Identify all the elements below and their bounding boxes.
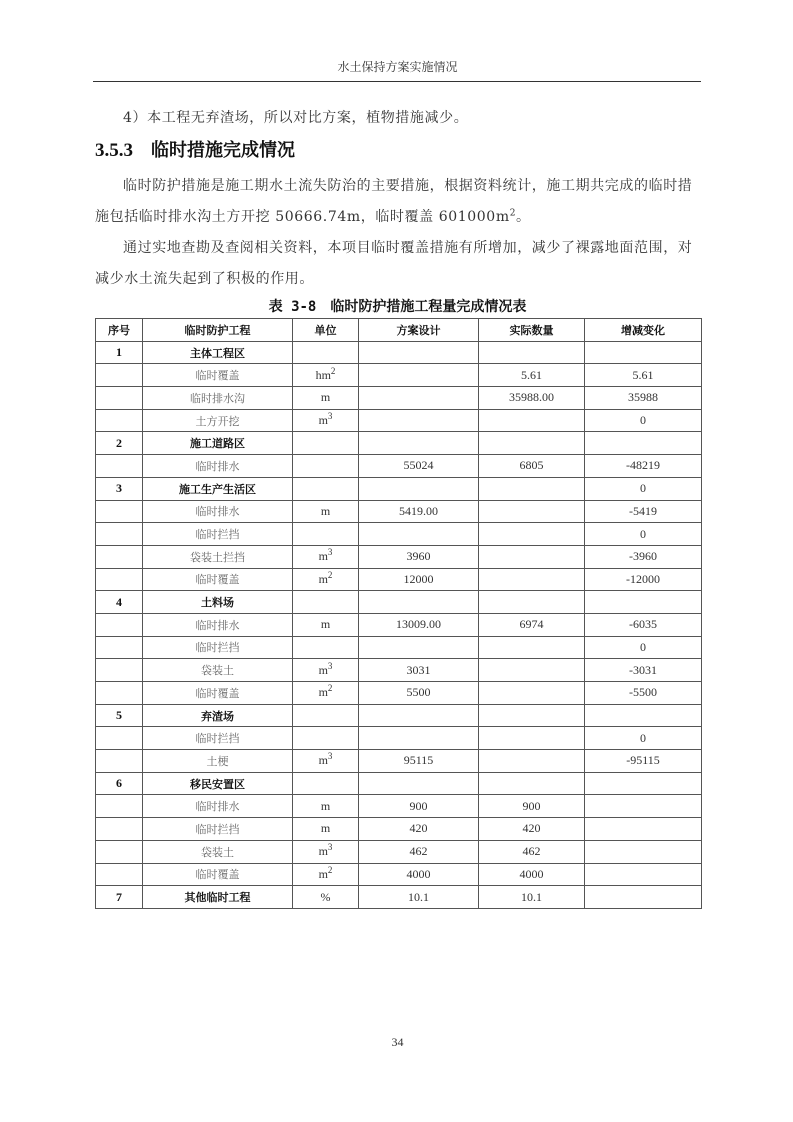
cell-unit <box>293 840 359 863</box>
cell-change: -5419 <box>585 500 702 523</box>
table-row <box>96 455 702 478</box>
cell-seq <box>96 523 143 546</box>
cell-measure: 临时排水沟 <box>143 387 293 410</box>
cell-measure: 袋装土 <box>143 840 293 863</box>
table-caption-title: 临时防护措施工程量完成情况表 <box>330 299 527 315</box>
cell-measure: 临时排水 <box>143 613 293 636</box>
table-row <box>96 659 702 682</box>
cell-change: -3960 <box>585 545 702 568</box>
paragraph-2-superscript: 2 <box>509 208 517 219</box>
cell-change: -95115 <box>585 750 702 773</box>
cell-seq <box>96 387 143 410</box>
cell-actual: 6974 <box>479 613 585 636</box>
cell-measure: 袋装土 <box>143 659 293 682</box>
cell-unit <box>293 659 359 682</box>
cell-actual: 5.61 <box>479 364 585 387</box>
cell-seq <box>96 750 143 773</box>
cell-actual <box>479 432 585 455</box>
cell-measure: 施工道路区 <box>143 432 293 455</box>
unit-text: hm <box>315 367 331 382</box>
cell-change <box>585 818 702 841</box>
section-title: 临时措施完成情况 <box>151 140 295 161</box>
cell-measure: 土梗 <box>143 750 293 773</box>
table-section-row <box>96 477 702 500</box>
paragraph-3: 通过实地查勘及查阅相关资料，本项目临时覆盖措施有所增加，减少了裸露地面范围，对减少水土流失起到了积极的作用。 <box>95 240 693 287</box>
cell-measure: 其他临时工程 <box>143 886 293 909</box>
cell-actual: 462 <box>479 840 585 863</box>
cell-unit <box>293 795 359 818</box>
header-unit: 单位 <box>293 319 359 342</box>
cell-design: 3960 <box>359 545 479 568</box>
cell-actual <box>479 591 585 614</box>
cell-change: -12000 <box>585 568 702 591</box>
cell-actual: 420 <box>479 818 585 841</box>
cell-design <box>359 727 479 750</box>
paragraph-2-end: 。 <box>516 209 531 225</box>
table-row <box>96 636 702 659</box>
cell-unit <box>293 682 359 705</box>
cell-actual <box>479 545 585 568</box>
cell-actual: 4000 <box>479 863 585 886</box>
cell-actual <box>479 568 585 591</box>
cell-measure: 移民安置区 <box>143 772 293 795</box>
cell-measure: 主体工程区 <box>143 341 293 364</box>
cell-design <box>359 772 479 795</box>
cell-actual: 900 <box>479 795 585 818</box>
cell-design: 900 <box>359 795 479 818</box>
cell-seq <box>96 636 143 659</box>
cell-seq <box>96 659 143 682</box>
cell-actual <box>479 341 585 364</box>
table-row <box>96 387 702 410</box>
cell-measure: 施工生产生活区 <box>143 477 293 500</box>
unit-superscript: 3 <box>327 751 333 762</box>
cell-design <box>359 387 479 410</box>
table-row <box>96 523 702 546</box>
cell-measure: 临时排水 <box>143 795 293 818</box>
unit-text: m <box>320 821 331 836</box>
cell-change: -6035 <box>585 613 702 636</box>
cell-design: 10.1 <box>359 886 479 909</box>
cell-design <box>359 477 479 500</box>
cell-seq: 1 <box>96 341 143 364</box>
table-row <box>96 409 702 432</box>
table-section-row <box>96 772 702 795</box>
cell-change <box>585 886 702 909</box>
cell-change: -48219 <box>585 455 702 478</box>
cell-design <box>359 364 479 387</box>
unit-superscript: 3 <box>327 660 333 671</box>
cell-measure: 临时拦挡 <box>143 636 293 659</box>
cell-measure: 临时排水 <box>143 455 293 478</box>
cell-unit <box>293 477 359 500</box>
header-change: 增减变化 <box>585 319 702 342</box>
header-actual: 实际数量 <box>479 319 585 342</box>
paragraph-2-text: 临时防护措施是施工期水土流失防治的主要措施，根据资料统计，施工期共完成的临时措施包括临时排水沟土方开挖 50666.74m，临时覆盖 601000m <box>95 178 693 225</box>
cell-change <box>585 704 702 727</box>
cell-measure: 临时拦挡 <box>143 727 293 750</box>
table-row <box>96 840 702 863</box>
cell-actual <box>479 659 585 682</box>
cell-unit <box>293 432 359 455</box>
cell-design <box>359 409 479 432</box>
measures-table <box>95 318 702 909</box>
cell-unit <box>293 886 359 909</box>
cell-actual <box>479 409 585 432</box>
cell-change <box>585 772 702 795</box>
cell-design: 55024 <box>359 455 479 478</box>
table-caption <box>95 296 700 316</box>
cell-unit <box>293 636 359 659</box>
page-number: 34 <box>391 1035 404 1049</box>
cell-seq <box>96 863 143 886</box>
cell-seq <box>96 409 143 432</box>
cell-change <box>585 341 702 364</box>
cell-unit <box>293 727 359 750</box>
table-section-row <box>96 591 702 614</box>
cell-design <box>359 704 479 727</box>
cell-seq <box>96 795 143 818</box>
cell-unit <box>293 568 359 591</box>
cell-seq: 5 <box>96 704 143 727</box>
cell-measure: 临时覆盖 <box>143 682 293 705</box>
cell-change: -3031 <box>585 659 702 682</box>
cell-actual <box>479 704 585 727</box>
header-design: 方案设计 <box>359 319 479 342</box>
cell-change: 35988 <box>585 387 702 410</box>
header-seq: 序号 <box>96 319 143 342</box>
paragraph-2 <box>95 171 701 233</box>
cell-design: 12000 <box>359 568 479 591</box>
cell-measure: 临时覆盖 <box>143 863 293 886</box>
table-section-row <box>96 886 702 909</box>
cell-measure: 弃渣场 <box>143 704 293 727</box>
unit-text: m <box>318 844 328 859</box>
cell-design: 4000 <box>359 863 479 886</box>
cell-actual: 10.1 <box>479 886 585 909</box>
table-section-row <box>96 432 702 455</box>
cell-design <box>359 636 479 659</box>
unit-text: m <box>318 685 328 700</box>
cell-actual <box>479 682 585 705</box>
cell-change <box>585 432 702 455</box>
cell-change <box>585 840 702 863</box>
cell-change: 0 <box>585 409 702 432</box>
cell-measure: 土料场 <box>143 591 293 614</box>
cell-design: 420 <box>359 818 479 841</box>
cell-design: 3031 <box>359 659 479 682</box>
cell-unit <box>293 818 359 841</box>
cell-seq <box>96 727 143 750</box>
cell-unit <box>293 613 359 636</box>
cell-design: 5419.00 <box>359 500 479 523</box>
cell-seq <box>96 545 143 568</box>
cell-change <box>585 795 702 818</box>
cell-measure: 临时排水 <box>143 500 293 523</box>
cell-change: 0 <box>585 636 702 659</box>
cell-design <box>359 432 479 455</box>
cell-actual: 35988.00 <box>479 387 585 410</box>
cell-measure: 土方开挖 <box>143 409 293 432</box>
unit-text: m <box>318 753 328 768</box>
unit-text: m <box>320 503 331 518</box>
table-row <box>96 727 702 750</box>
unit-superscript: 2 <box>327 683 333 694</box>
table-header-row <box>96 319 702 342</box>
cell-actual <box>479 477 585 500</box>
table-section-row <box>96 341 702 364</box>
table-row <box>96 795 702 818</box>
page-header: 水土保持方案实施情况 <box>337 60 458 74</box>
section-number: 3.5.3 <box>95 140 133 161</box>
cell-unit <box>293 545 359 568</box>
unit-text: m <box>318 549 328 564</box>
cell-design: 95115 <box>359 750 479 773</box>
table-caption-number: 表 3-8 <box>268 299 317 315</box>
cell-unit <box>293 591 359 614</box>
unit-superscript: 2 <box>330 365 336 376</box>
cell-unit <box>293 500 359 523</box>
unit-superscript: 3 <box>327 411 333 422</box>
cell-actual <box>479 750 585 773</box>
cell-unit <box>293 772 359 795</box>
table-row <box>96 500 702 523</box>
table-row <box>96 682 702 705</box>
cell-actual: 6805 <box>479 455 585 478</box>
cell-unit <box>293 523 359 546</box>
unit-text: m <box>318 662 328 677</box>
cell-actual <box>479 500 585 523</box>
cell-actual <box>479 727 585 750</box>
cell-seq <box>96 364 143 387</box>
cell-change: 0 <box>585 727 702 750</box>
cell-seq: 4 <box>96 591 143 614</box>
cell-measure: 临时覆盖 <box>143 364 293 387</box>
cell-unit <box>293 704 359 727</box>
section-heading <box>95 136 295 162</box>
cell-seq: 7 <box>96 886 143 909</box>
cell-design: 13009.00 <box>359 613 479 636</box>
cell-seq <box>96 613 143 636</box>
cell-unit <box>293 341 359 364</box>
table-row <box>96 818 702 841</box>
cell-unit <box>293 863 359 886</box>
unit-superscript: 3 <box>327 547 333 558</box>
unit-text: m <box>318 571 328 586</box>
cell-design: 5500 <box>359 682 479 705</box>
cell-design <box>359 591 479 614</box>
header-rule <box>93 81 701 82</box>
unit-text: % <box>320 889 331 904</box>
cell-measure: 临时覆盖 <box>143 568 293 591</box>
cell-seq <box>96 682 143 705</box>
cell-change: -5500 <box>585 682 702 705</box>
cell-seq <box>96 818 143 841</box>
unit-text: m <box>320 798 331 813</box>
cell-seq: 3 <box>96 477 143 500</box>
unit-superscript: 2 <box>327 569 333 580</box>
cell-design: 462 <box>359 840 479 863</box>
table-row <box>96 364 702 387</box>
cell-seq <box>96 568 143 591</box>
cell-unit <box>293 750 359 773</box>
cell-change <box>585 863 702 886</box>
cell-unit <box>293 387 359 410</box>
cell-unit <box>293 364 359 387</box>
cell-change <box>585 591 702 614</box>
cell-seq <box>96 455 143 478</box>
cell-measure: 临时拦挡 <box>143 818 293 841</box>
unit-text: m <box>320 617 331 632</box>
cell-unit <box>293 455 359 478</box>
paragraph-1: 4）本工程无弃渣场，所以对比方案，植物措施减少。 <box>123 110 469 126</box>
cell-design <box>359 523 479 546</box>
cell-actual <box>479 636 585 659</box>
cell-seq <box>96 840 143 863</box>
cell-actual <box>479 772 585 795</box>
unit-text: m <box>318 413 328 428</box>
table-row <box>96 613 702 636</box>
table-section-row <box>96 704 702 727</box>
cell-seq: 2 <box>96 432 143 455</box>
unit-superscript: 2 <box>327 864 333 875</box>
table-row <box>96 568 702 591</box>
table-row <box>96 545 702 568</box>
table-row <box>96 750 702 773</box>
table-row <box>96 863 702 886</box>
unit-text: m <box>320 390 331 405</box>
cell-measure: 临时拦挡 <box>143 523 293 546</box>
cell-change: 0 <box>585 477 702 500</box>
cell-change: 5.61 <box>585 364 702 387</box>
cell-design <box>359 341 479 364</box>
cell-seq <box>96 500 143 523</box>
cell-measure: 袋装土拦挡 <box>143 545 293 568</box>
unit-superscript: 3 <box>327 842 333 853</box>
cell-change: 0 <box>585 523 702 546</box>
unit-text: m <box>318 866 328 881</box>
cell-actual <box>479 523 585 546</box>
header-measure: 临时防护工程 <box>143 319 293 342</box>
cell-seq: 6 <box>96 772 143 795</box>
cell-unit <box>293 409 359 432</box>
